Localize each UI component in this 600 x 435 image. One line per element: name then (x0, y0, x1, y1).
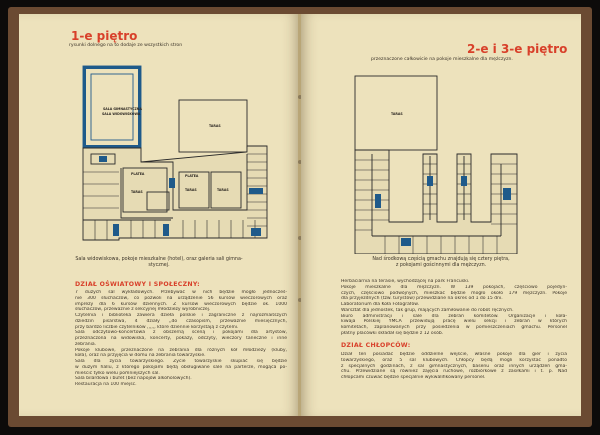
page-title-2nd-3rd-floor: 2-e i 3-e piętro (467, 42, 568, 56)
body-line: z specjalnych godzinach, z sal gimnastycznych, basenu oraz innych urządzeń gma- (341, 363, 567, 369)
body-line: Pokoje mieszkalne dla mężczyzn. W 139 pokojach, częściowo pojedyn- (341, 284, 567, 290)
body-line: Pokoje klubowe, przeznaczone na zebrania dla różnych kół młodzieży (kluby, (75, 347, 287, 353)
body-line: dla przyjezdnych (tzw. turystów) przewidziane na okres od 1 do 15 dni. (341, 296, 503, 302)
body-line: słuchaczów, przeważnie z sekcyjnej młodzieży wyrobniczej. (75, 307, 211, 313)
floor-plan-2nd-3rd-floor (341, 64, 571, 254)
plan-label-gym: SALA GIMNASTYCZNA (103, 107, 142, 111)
caption-line: z pokojami gościnnymi dla mężczyzn. (395, 263, 487, 269)
body-line: w dużym hallu, z którego pokojami będą obsługiwane sale na parterze, mogąca po- (75, 364, 287, 370)
caption-line: Nad środkową częścią gmachu znajdują się cztery piętra, (372, 257, 510, 262)
boys-body-text (341, 352, 567, 381)
body-line: 7 dużych sal wykładowych. Przebywać w nich będzie mogło jednocześ- (75, 290, 287, 295)
section-title-education: DZIAŁ OŚWIATOWY I SPOŁECZNY: (75, 281, 200, 288)
body-line: koła), oraz na przyjęcia w domu na zebrania towarzyskie. (75, 353, 206, 359)
plan-label-roof-terrace: TARAS (209, 124, 221, 128)
body-line: mieścić tylko wielu pomniejszych sal. (75, 370, 160, 376)
body-line: imprezy dla 6 kursów dziennych. Z kursów wieczorowych będzie ok. 1000 (75, 301, 287, 307)
body-line: przeznaczona na widowiska, koncerty, pokazy, odczyty, wieczory taneczne i inne (75, 336, 287, 341)
plan-label-dining: SALA WIDOWISKOWA (102, 112, 141, 116)
plan-label-terrace: TARAS (131, 190, 143, 194)
page-subtitle: przeznaczone całkowicie na pokoje mieszkalne dla mężczyzn. (371, 57, 513, 62)
plan-caption (341, 257, 541, 270)
plan-caption (47, 257, 271, 270)
body-line: kiwaja Polskiej YMCA przewidują pracę wielu sekcji i zebrań w których (341, 319, 567, 325)
body-line: zebrania. (75, 341, 97, 347)
facilities-body-text (341, 279, 567, 337)
left-page (19, 14, 299, 416)
body-line: nie 300 słuchaczów, co pozwoli na urządzenie 56 kursów wieczorowych oraz (75, 295, 287, 301)
body-line: Czytelnia i biblioteka zawiera dzieła polskie i zagraniczne z najrozmaitszych (75, 313, 287, 318)
education-body-text (75, 290, 287, 388)
plan-label-room-c: PLATEA (131, 172, 145, 176)
body-line: dziedzin pisarstwa, 4 działy ,,do czasopism, przeważnie miesięcznych, (75, 318, 287, 324)
body-line: płatny placówki składał się będzie z 12 osób. (341, 330, 444, 336)
caption-line: stycznej. (148, 263, 170, 269)
body-line: Dział ten posiadać będzie oddzielne wejście, własne pokoje dla gier i życia (341, 352, 567, 357)
body-line: chłopcami czuwać będzie specjalnie wykwalifikowany personel. (341, 375, 486, 380)
plan-label-room-a: TARAS (185, 188, 197, 192)
body-line: komitetach, zaplanowanych przy posiedzenia w pomieszczeniach gmachu. Personel (341, 325, 567, 330)
body-line: towarzyskiego, oraz 5 sal klubowych. Chłopcy będą mogli korzystać ponadto (341, 357, 567, 363)
body-line: Restauracja na 100 miejsc. (75, 382, 137, 387)
right-page (301, 14, 581, 416)
body-line: Herbaciarnia na terasie, wychodzącej na park Francuski. (341, 279, 470, 284)
body-line: Laboratorium dla Koła Fotografów. (341, 302, 420, 307)
body-line: czych, częściowo podwójnych, mieszkać będzie mogło około 179 mężczyzn. Pokoje (341, 290, 567, 296)
body-line: przy bardzo liczbie czytelników ,,,,,, które dziennie korzystają z czytelni. (75, 324, 239, 330)
page-subtitle: rysunki dolnego na to dodaje ze wszystkich stron (69, 43, 183, 48)
plan-label-room-b: TARAS (217, 188, 229, 192)
body-line: Biuro administracji i sale dla zebrań komitetów. Organizacje i koła- (341, 313, 567, 319)
body-line: Warsztat dla jednostek, tak grup, mających zamiłowanie do robót ręcznych. (341, 307, 514, 313)
caption-line: Sala widowiskowa, pokoje mieszkalne (hotel), oraz galeria sali gimna- (75, 257, 243, 262)
body-line: Sala odczytowo-koncertowa z obszerną sceną i pokojami dla artystów, (75, 330, 287, 336)
plan-label-roof-terrace: TARAS (391, 112, 403, 116)
floor-plan-1st-floor (23, 50, 291, 250)
body-line: Sala bilardowa i bufet (bez napojów alkoholowych). (75, 376, 192, 382)
plan-label-room-d: PLATEA (185, 174, 199, 178)
body-line: Sala dla życia towarzyskiego. Życie towarzyskie skupiać się będzie (75, 359, 287, 364)
body-line: chu. Przewidziane są również zajęcia ruchowe, rozbiórkowe z zasiłkami i t. p. Nad (341, 369, 567, 375)
section-title-boys: DZIAŁ CHŁOPCÓW: (341, 342, 411, 349)
page-title-1st-floor: 1-e piętro (71, 29, 138, 43)
